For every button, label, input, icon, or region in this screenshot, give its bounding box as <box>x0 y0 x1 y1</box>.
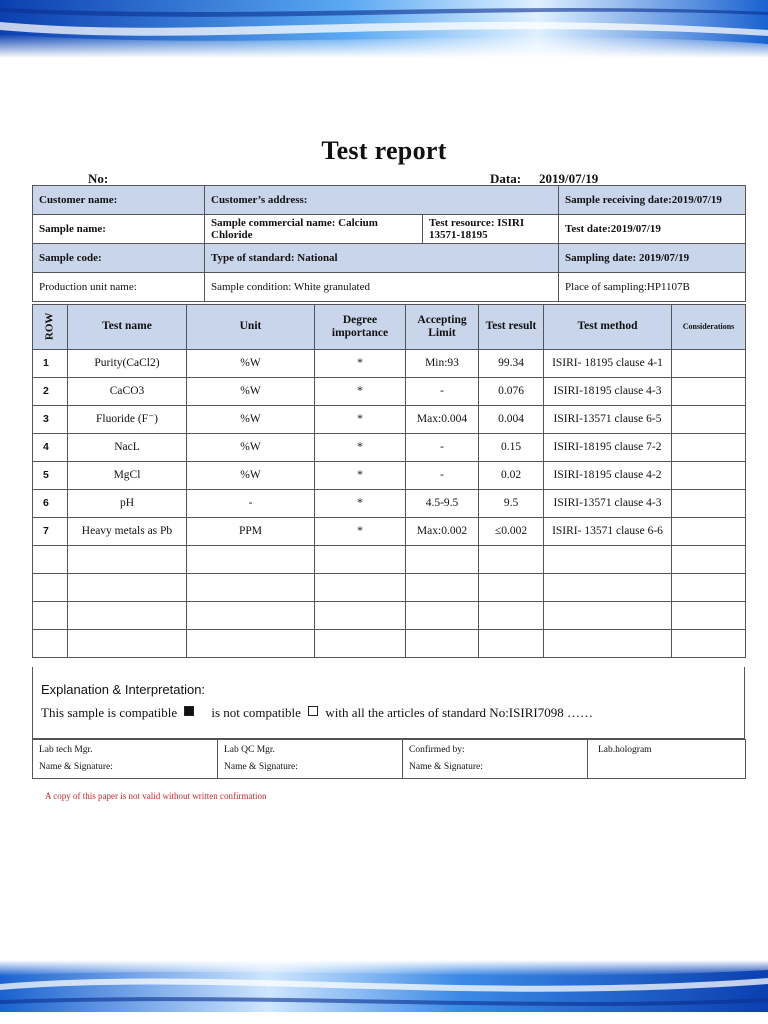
table-row <box>33 406 746 434</box>
accepting-limit: Min:93 <box>406 350 479 378</box>
considerations <box>672 406 746 434</box>
row-number: 6 <box>33 490 68 518</box>
sample-code-cell: Sample code: <box>33 244 205 273</box>
degree-importance: * <box>315 518 406 546</box>
considerations <box>672 518 746 546</box>
test-result: 0.004 <box>479 406 544 434</box>
compatible-label: This sample is compatible <box>41 705 178 720</box>
not-compatible-label: is not compatible <box>211 705 301 720</box>
test-method: ISIRI-18195 clause 4-3 <box>544 378 672 406</box>
validity-footnote: A copy of this paper is not valid without written confirmation <box>45 791 267 801</box>
test-name: MgCl <box>68 462 187 490</box>
row-number: 4 <box>33 434 68 462</box>
accepting-limit: Max:0.002 <box>406 518 479 546</box>
considerations <box>672 350 746 378</box>
sampling-date-cell: Sampling date: 2019/07/19 <box>559 244 746 273</box>
production-unit-cell: Production unit name: <box>33 273 205 302</box>
considerations <box>672 378 746 406</box>
lab-hologram-cell <box>588 740 746 779</box>
considerations <box>672 462 746 490</box>
unit: %W <box>187 378 315 406</box>
row-header-label: ROW <box>43 312 56 341</box>
name-signature-label: Name & Signature: <box>409 762 483 773</box>
test-name: CaCO3 <box>68 378 187 406</box>
degree-importance: * <box>315 350 406 378</box>
test-name: Heavy metals as Pb <box>68 518 187 546</box>
test-method: ISIRI-18195 clause 7-2 <box>544 434 672 462</box>
test-method: ISIRI-13571 clause 6-5 <box>544 406 672 434</box>
test-result: 0.02 <box>479 462 544 490</box>
place-of-sampling-cell: Place of sampling:HP1107B <box>559 273 746 302</box>
test-result: ≤0.002 <box>479 518 544 546</box>
test-name: pH <box>68 490 187 518</box>
test-method: ISIRI- 18195 clause 4-1 <box>544 350 672 378</box>
header-unit: Unit <box>187 305 315 350</box>
lab-qc-label: Lab QC Mgr. <box>224 745 275 755</box>
accepting-limit: - <box>406 378 479 406</box>
unit: %W <box>187 406 315 434</box>
explanation-heading: Explanation & Interpretation: <box>41 682 206 697</box>
accepting-limit: - <box>406 462 479 490</box>
name-signature-label: Name & Signature: <box>39 762 113 773</box>
table-row <box>33 490 746 518</box>
date-value: 2019/07/19 <box>539 171 599 186</box>
test-resource-cell: Test resource: ISIRI 13571-18195 <box>423 215 559 244</box>
top-banner <box>0 0 768 58</box>
empty-row <box>33 574 746 602</box>
customer-address-cell: Customer’s address: <box>205 186 559 215</box>
header-row <box>33 305 68 350</box>
test-method: ISIRI- 13571 clause 6-6 <box>544 518 672 546</box>
compatible-checkbox-checked <box>184 706 194 716</box>
degree-importance: * <box>315 462 406 490</box>
row-number: 5 <box>33 462 68 490</box>
test-method: ISIRI-18195 clause 4-2 <box>544 462 672 490</box>
row-number: 3 <box>33 406 68 434</box>
table-row <box>33 462 746 490</box>
test-name: NacL <box>68 434 187 462</box>
lab-tech-signature-cell <box>33 740 218 779</box>
signature-table <box>32 739 746 779</box>
type-of-standard-cell: Type of standard: National <box>205 244 559 273</box>
test-method: ISIRI-13571 clause 4-3 <box>544 490 672 518</box>
test-name: Purity(CaCl2) <box>68 350 187 378</box>
degree-importance: * <box>315 406 406 434</box>
not-compatible-checkbox-unchecked <box>308 706 318 716</box>
sample-condition-cell: Sample condition: White granulated <box>205 273 559 302</box>
page-title: Test report <box>321 136 447 165</box>
table-row <box>33 434 746 462</box>
accepting-limit: Max:0.004 <box>406 406 479 434</box>
table-row <box>33 518 746 546</box>
lab-hologram-label: Lab.hologram <box>598 745 652 755</box>
header-considerations: Considerations <box>672 305 746 350</box>
sample-name-cell: Sample name: <box>33 215 205 244</box>
accepting-limit: 4.5-9.5 <box>406 490 479 518</box>
unit: %W <box>187 350 315 378</box>
test-result: 0.15 <box>479 434 544 462</box>
accepting-limit: - <box>406 434 479 462</box>
customer-name-cell: Customer name: <box>33 186 205 215</box>
test-results-table <box>32 304 746 658</box>
explanation-section <box>32 667 745 739</box>
bottom-banner <box>0 960 768 1012</box>
confirmed-by-cell <box>403 740 588 779</box>
row-number: 7 <box>33 518 68 546</box>
confirmed-by-label: Confirmed by: <box>409 745 465 755</box>
considerations <box>672 434 746 462</box>
empty-row <box>33 602 746 630</box>
test-result: 9.5 <box>479 490 544 518</box>
table-row <box>33 378 746 406</box>
unit: - <box>187 490 315 518</box>
table-row <box>33 350 746 378</box>
row-number: 1 <box>33 350 68 378</box>
report-number-label: No: <box>88 171 109 186</box>
degree-importance: * <box>315 434 406 462</box>
unit: %W <box>187 434 315 462</box>
date-label: Data: <box>490 171 522 186</box>
sample-info-table <box>32 185 746 302</box>
header-test-result: Test result <box>479 305 544 350</box>
header-accepting-limit: Accepting Limit <box>406 305 479 350</box>
lab-tech-label: Lab tech Mgr. <box>39 745 93 755</box>
header-test-name: Test name <box>68 305 187 350</box>
lab-qc-signature-cell <box>218 740 403 779</box>
degree-importance: * <box>315 378 406 406</box>
standard-articles-text: with all the articles of standard No:ISIRI7098 …… <box>325 705 593 720</box>
test-name: Fluoride (F⁻) <box>68 406 187 434</box>
empty-row <box>33 546 746 574</box>
row-number: 2 <box>33 378 68 406</box>
considerations <box>672 490 746 518</box>
header-test-method: Test method <box>544 305 672 350</box>
compatibility-statement <box>41 705 593 721</box>
degree-importance: * <box>315 490 406 518</box>
test-result: 99.34 <box>479 350 544 378</box>
sample-receiving-cell: Sample receiving date:2019/07/19 <box>559 186 746 215</box>
sample-commercial-name-cell: Sample commercial name: Calcium Chloride <box>205 215 423 244</box>
empty-row <box>33 630 746 658</box>
name-signature-label: Name & Signature: <box>224 762 298 773</box>
test-result: 0.076 <box>479 378 544 406</box>
header-degree-importance: Degree importance <box>315 305 406 350</box>
test-date-cell: Test date:2019/07/19 <box>559 215 746 244</box>
unit: %W <box>187 462 315 490</box>
unit: PPM <box>187 518 315 546</box>
